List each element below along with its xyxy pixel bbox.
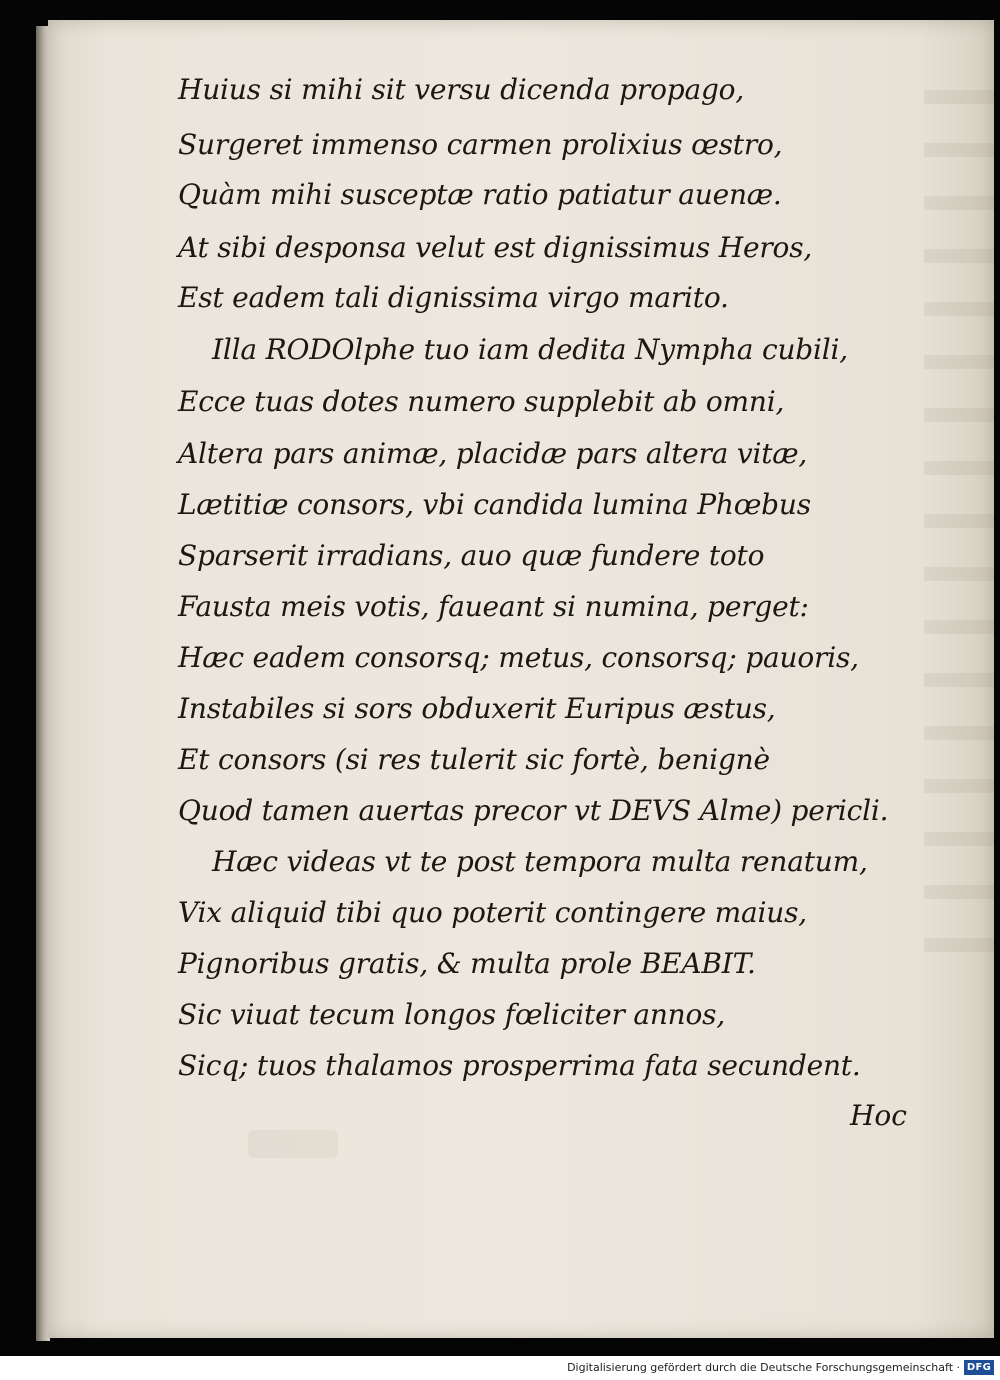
catchword: Hoc <box>850 1099 907 1132</box>
verse-line: Hæc videas vt te post tempora multa renatum, <box>212 845 868 878</box>
verse-line: Vix aliquid tibi quo poterit contingere maius, <box>178 896 807 929</box>
verse-line: Est eadem tali dignissima virgo marito. <box>178 281 729 314</box>
verse-line: Sic viuat tecum longos fœliciter annos, <box>178 998 726 1031</box>
show-through-word <box>248 1130 338 1158</box>
verse-line: At sibi desponsa velut est dignissimus Heros, <box>178 231 813 264</box>
show-through-text <box>924 60 994 960</box>
verse-line: Sicq; tuos thalamos prosperrima fata secundent. <box>178 1049 861 1082</box>
verse-line: Ecce tuas dotes numero supplebit ab omni, <box>178 385 785 418</box>
funding-notice: Digitalisierung gefördert durch die Deutsche Forschungsgemeinschaft · <box>567 1361 960 1374</box>
verse-line: Fausta meis votis, faueant si numina, perget: <box>178 590 809 623</box>
verse-line: Surgeret immenso carmen prolixius œstro, <box>178 128 783 161</box>
verse-line: Lætitiæ consors, vbi candida lumina Phœbus <box>178 488 811 521</box>
verse-line: Quod tamen auertas precor vt DEVS Alme) pericli. <box>178 794 889 827</box>
verse-line: Illa RODOlphe tuo iam dedita Nympha cubili, <box>212 333 848 366</box>
verse-line: Sparserit irradians, auo quæ fundere toto <box>178 539 765 572</box>
book-page <box>48 20 994 1338</box>
dfg-logo-icon: DFG <box>964 1360 994 1375</box>
verse-line: Hæc eadem consorsq; metus, consorsq; pauoris, <box>178 641 859 674</box>
verse-line: Huius si mihi sit versu dicenda propago, <box>178 73 745 106</box>
verse-line: Quàm mihi susceptæ ratio patiatur auenæ. <box>178 178 782 211</box>
verse-line: Altera pars animæ, placidæ pars altera vitæ, <box>178 437 808 470</box>
verse-line: Instabiles si sors obduxerit Euripus æstus, <box>178 692 776 725</box>
verse-line: Et consors (si res tulerit sic fortè, benignè <box>178 743 770 776</box>
verse-line: Pignoribus gratis, & multa prole BEABIT. <box>178 947 756 980</box>
footer-bar <box>0 1356 1000 1380</box>
